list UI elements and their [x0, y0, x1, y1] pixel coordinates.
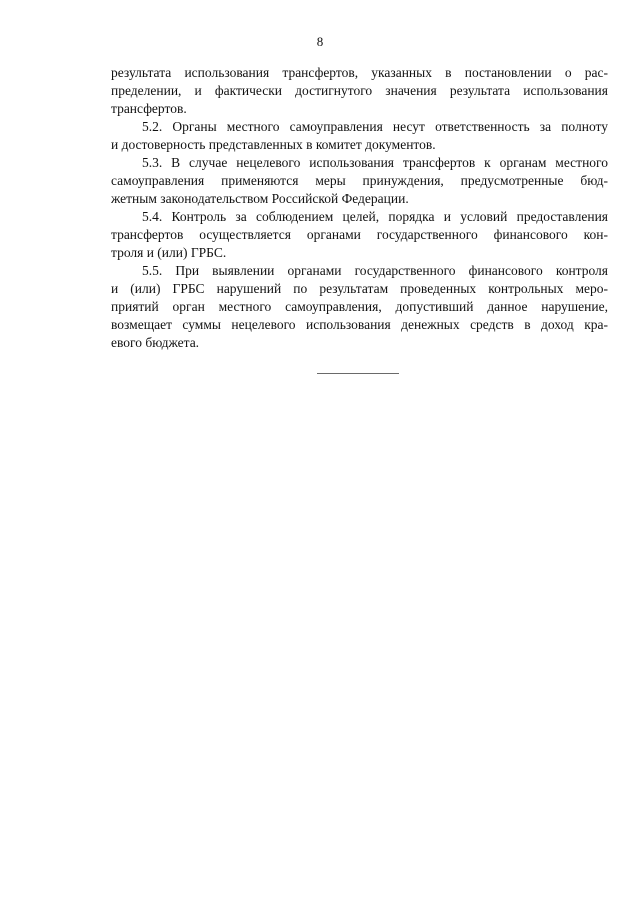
text-line: трансфертов.	[111, 101, 187, 116]
text-line: самоуправления применяются меры принуждения, предусмотренные бюд-	[111, 173, 608, 188]
closing-divider	[317, 373, 399, 374]
text-line: результата использования трансфертов, указанных в постановлении о рас-	[111, 65, 608, 80]
document-body	[111, 64, 608, 352]
paragraph-continuation	[111, 64, 608, 118]
paragraph-5-2	[111, 118, 608, 154]
text-line: возмещает суммы нецелевого использования денежных средств в доход кра-	[111, 317, 608, 332]
text-line: 5.4. Контроль за соблюдением целей, порядка и условий предоставления	[142, 209, 608, 224]
text-line: пределении, и фактически достигнутого значения результата использования	[111, 83, 608, 98]
text-line: троля и (или) ГРБС.	[111, 245, 227, 260]
text-line: трансфертов осуществляется органами государственного финансового кон-	[111, 227, 608, 242]
text-line: и достоверность представленных в комитет документов.	[111, 137, 436, 152]
text-line: евого бюджета.	[111, 335, 200, 350]
text-line: жетным законодательством Российской Федерации.	[111, 191, 409, 206]
text-line: 5.5. При выявлении органами государственного финансового контроля	[142, 263, 608, 278]
page-number: 8	[316, 34, 324, 49]
text-line: 5.3. В случае нецелевого использования трансфертов к органам местного	[142, 155, 608, 170]
text-line: приятий орган местного самоуправления, допустивший данное нарушение,	[111, 299, 608, 314]
paragraph-5-3	[111, 154, 608, 208]
paragraph-5-4	[111, 208, 608, 262]
paragraph-5-5	[111, 262, 608, 352]
text-line: 5.2. Органы местного самоуправления несут ответственность за полноту	[142, 119, 608, 134]
text-line: и (или) ГРБС нарушений по результатам проведенных контрольных меро-	[111, 281, 608, 296]
